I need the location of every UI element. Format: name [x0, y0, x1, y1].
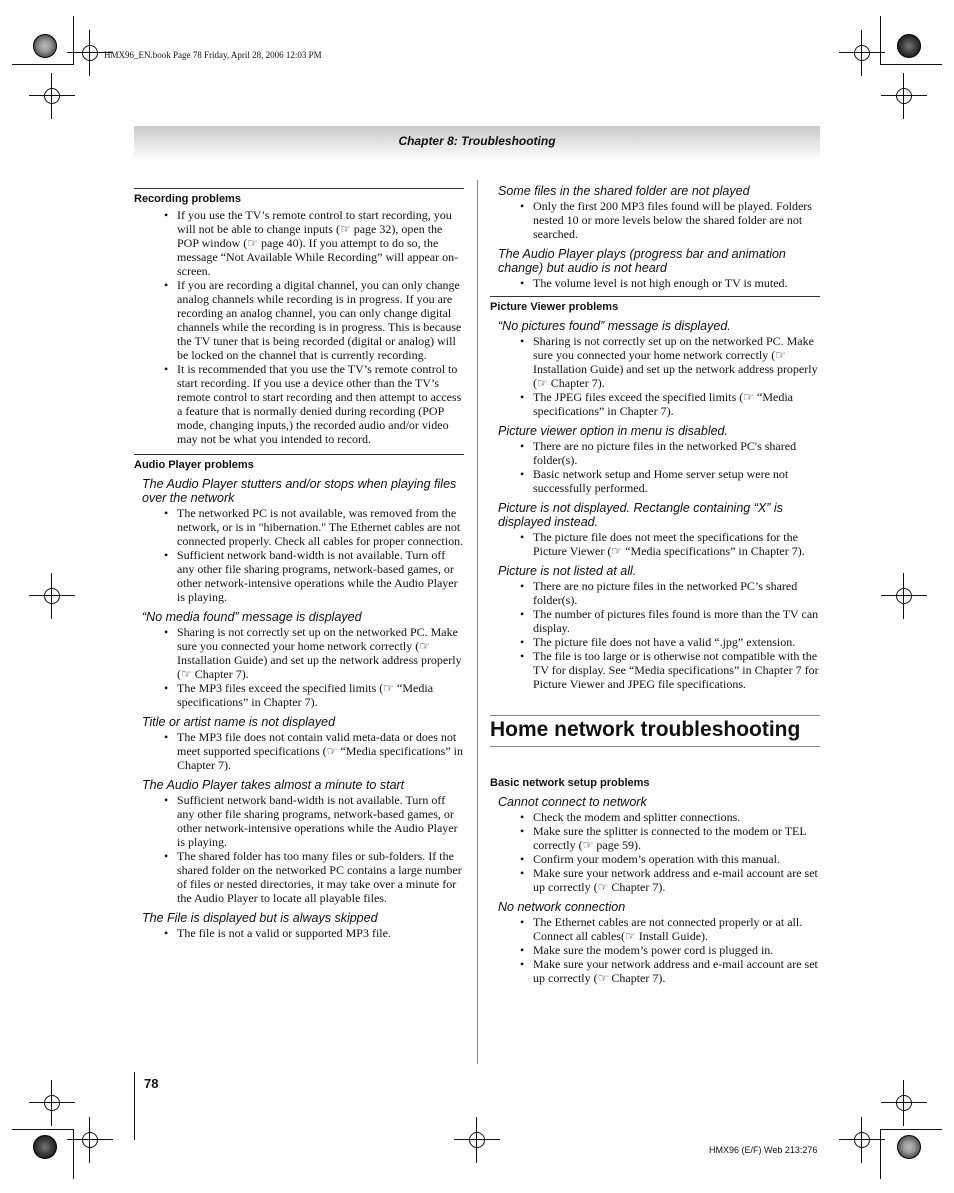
crop-line — [880, 1129, 942, 1130]
subheading: No network connection — [498, 900, 626, 914]
list-item: • If you use the TV’s remote control to start recording, you will not be able to change inputs (☞ page 32), open the POP window (☞ page 40). If you attempt to do so, the message “Not Available While Recording” will appear on-screen. — [177, 208, 464, 278]
crop-line — [880, 64, 942, 65]
crosshair-mark — [39, 583, 65, 609]
crosshair-mark — [39, 83, 65, 109]
subheading: Picture is not displayed. Rectangle containing “X” is displayed instead. — [498, 501, 783, 529]
registration-target — [897, 1135, 921, 1159]
list-item: • Make sure your network address and e-mail account are set up correctly (☞ Chapter 7). — [533, 866, 820, 894]
crosshair-mark — [39, 1090, 65, 1116]
recording-list — [134, 208, 464, 446]
file-info: HMX96_EN.book Page 78 Friday, April 28, 2006 12:03 PM — [104, 50, 322, 60]
section-heading-picture: Picture Viewer problems — [490, 296, 820, 313]
list-item: • The volume level is not high enough or TV is muted. — [533, 276, 820, 290]
subheading: Title or artist name is not displayed — [142, 715, 336, 729]
crosshair-mark — [77, 1127, 103, 1153]
audio-list — [490, 199, 820, 241]
crop-line — [73, 1129, 74, 1179]
list-item: • The JPEG files exceed the specified limits (☞ “Media specifications” in Chapter 7). — [533, 390, 820, 418]
crosshair-mark — [849, 1127, 875, 1153]
column-divider — [477, 180, 478, 1064]
audio-list — [134, 730, 464, 772]
network-list — [490, 810, 820, 894]
list-item: • The number of pictures files found is more than the TV can display. — [533, 607, 820, 635]
crop-line — [73, 16, 74, 64]
audio-list — [134, 926, 464, 940]
list-item: • Sufficient network band-width is not available. Turn off any other file sharing programs, network-based games, or other network-intensive operations while the Audio Player is playing. — [177, 548, 464, 604]
crop-line — [12, 64, 74, 65]
audio-list — [134, 625, 464, 709]
crop-line — [880, 16, 881, 64]
page-title: Home network troubleshooting — [490, 715, 820, 747]
list-item: • The networked PC is not available, was removed from the network, or is in "hibernation." The Ethernet cables are not connected properly. Check all cables for proper connection. — [177, 506, 464, 548]
picture-list — [490, 334, 820, 418]
subheading: The Audio Player takes almost a minute to start — [142, 778, 405, 792]
list-item: • There are no picture files in the networked PC’s shared folder(s). — [533, 579, 820, 607]
list-item: • Make sure the modem’s power cord is plugged in. — [533, 943, 820, 957]
audio-list — [134, 506, 464, 604]
crop-line — [880, 1129, 881, 1179]
registration-target — [33, 1135, 57, 1159]
list-item: • The picture file does not have a valid “.jpg” extension. — [533, 635, 820, 649]
section-heading-audio: Audio Player problems — [134, 454, 464, 471]
subheading: The File is displayed but is always skipped — [142, 911, 378, 925]
crosshair-mark — [891, 583, 917, 609]
picture-list — [490, 439, 820, 495]
list-item: • It is recommended that you use the TV’s remote control to start recording. If you use a device other than the TV’s remote control to start recording and then attempt to access a feature that is normally denied during recording (POP mode, changing inputs,) the recorded audio and/or video may not be what you intended to record. — [177, 362, 464, 446]
crosshair-mark — [891, 1090, 917, 1116]
subheading: Some files in the shared folder are not played — [498, 184, 750, 198]
crop-line — [12, 1129, 74, 1130]
subheading: Cannot connect to network — [498, 795, 647, 809]
list-item: • The MP3 files exceed the specified limits (☞ “Media specifications” in Chapter 7). — [177, 681, 464, 709]
list-item: • If you are recording a digital channel, you can only change analog channels while recording is in progress. If you are recording an analog channel, you can only change digital channels while the recording is in progress. This is because the TV tuner that is being recorded (digital or analog) will be locked on the channel that is currently recording. — [177, 278, 464, 362]
list-item: • The MP3 file does not contain valid meta-data or does not meet supported specifications (☞ “Media specifications” in Chapter 7). — [177, 730, 464, 772]
page-number: 78 — [144, 1076, 159, 1091]
list-item: • Make sure your network address and e-mail account are set up correctly (☞ Chapter 7). — [533, 957, 820, 985]
subheading: The Audio Player stutters and/or stops when playing files over the network — [142, 477, 457, 505]
list-item: • Check the modem and splitter connections. — [533, 810, 820, 824]
list-item: • Sharing is not correctly set up on the networked PC. Make sure you connected your home network correctly (☞ Installation Guide) and set up the network address properly (☞ Chapter 7). — [177, 625, 464, 681]
crosshair-mark — [77, 40, 103, 66]
picture-list — [490, 579, 820, 691]
crosshair-mark — [849, 40, 875, 66]
subheading: Picture viewer option in menu is disabled. — [498, 424, 728, 438]
picture-list — [490, 530, 820, 558]
crosshair-mark — [891, 83, 917, 109]
right-column — [490, 184, 820, 985]
chapter-header-band — [134, 126, 820, 160]
list-item: • The shared folder has too many files or sub-folders. If the shared folder on the networked PC contains a large number of files or nested directories, it may take over a minute for the Audio Player to locate all playable files. — [177, 849, 464, 905]
page-number-rule — [134, 1072, 135, 1140]
audio-list — [134, 793, 464, 905]
left-column — [134, 188, 464, 940]
list-item: • The Ethernet cables are not connected properly or at all. Connect all cables(☞ Install Guide). — [533, 915, 820, 943]
subheading: “No pictures found” message is displayed. — [498, 319, 731, 333]
registration-target — [897, 34, 921, 58]
subheading: The Audio Player plays (progress bar and animation change) but audio is not heard — [498, 247, 786, 275]
list-item: • Make sure the splitter is connected to the modem or TEL correctly (☞ page 59). — [533, 824, 820, 852]
registration-target — [33, 34, 57, 58]
list-item: • The file is too large or is otherwise not compatible with the TV for display. See “Media specifications” in Chapter 7 for Picture Viewer and JPEG file specifications. — [533, 649, 820, 691]
network-list — [490, 915, 820, 985]
audio-list — [490, 276, 820, 290]
footer-code: HMX96 (E/F) Web 213:276 — [709, 1145, 818, 1155]
crosshair-mark — [464, 1127, 490, 1153]
list-item: • Sharing is not correctly set up on the networked PC. Make sure you connected your home network correctly (☞ Installation Guide) and set up the network address properly (☞ Chapter 7). — [533, 334, 820, 390]
chapter-title: Chapter 8: Troubleshooting — [398, 134, 556, 148]
list-item: • Confirm your modem’s operation with this manual. — [533, 852, 820, 866]
list-item: • There are no picture files in the networked PC's shared folder(s). — [533, 439, 820, 467]
list-item: • The picture file does not meet the specifications for the Picture Viewer (☞ “Media specifications” in Chapter 7). — [533, 530, 820, 558]
subheading: Picture is not listed at all. — [498, 564, 637, 578]
section-heading-network: Basic network setup problems — [490, 777, 650, 789]
list-item: • Sufficient network band-width is not available. Turn off any other file sharing programs, network-based games, or other network-intensive operations while the Audio Player is playing. — [177, 793, 464, 849]
subheading: “No media found” message is displayed — [142, 610, 362, 624]
section-heading-recording: Recording problems — [134, 188, 464, 205]
list-item: • Only the first 200 MP3 files found will be played. Folders nested 10 or more levels below the shared folder are not searched. — [533, 199, 820, 241]
list-item: • Basic network setup and Home server setup were not successfully performed. — [533, 467, 820, 495]
list-item: • The file is not a valid or supported MP3 file. — [177, 926, 464, 940]
